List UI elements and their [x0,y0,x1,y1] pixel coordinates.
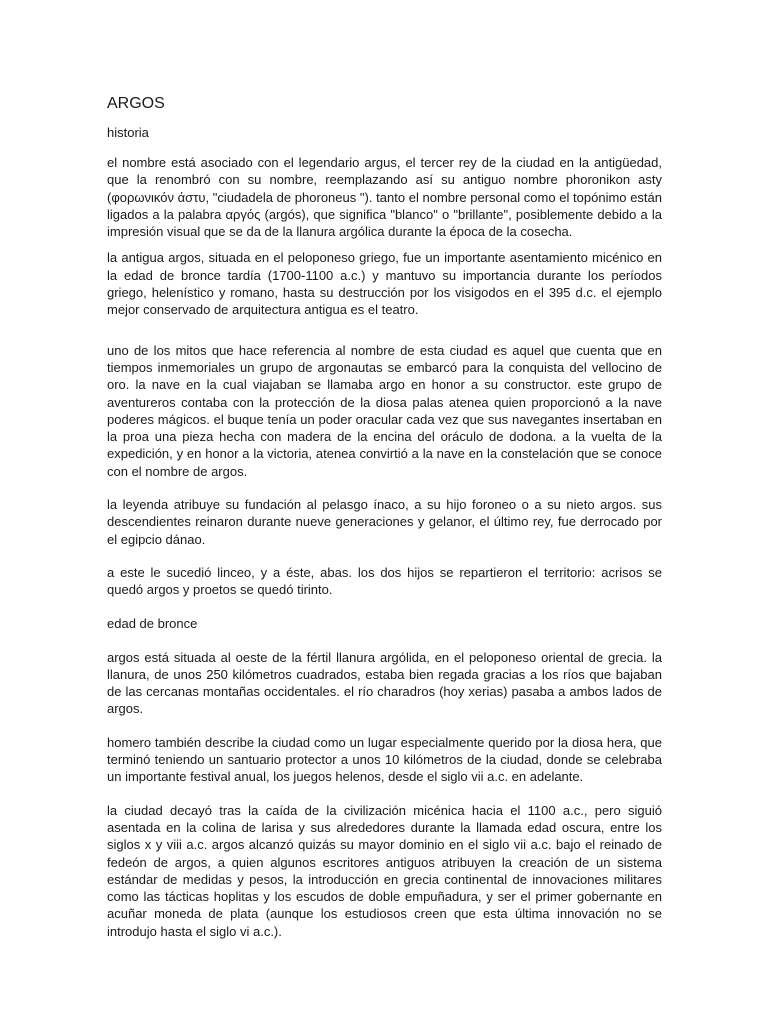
paragraph-decline-pheidon: la ciudad decayó tras la caída de la civilización micénica hacia el 1100 a.c., pero siguió asentada en la colina de larisa y sus alrededores durante la llamada edad oscura, entre los siglos x y viii a.c. argos alcanzó quizás su mayor dominio en el siglo vii a.c. bajo el reinado de fedeón de argos, a quien algunos escritores antiguos atribuyen la creación de un sistema estándar de medidas y pesos, la introducción en grecia continental de innovaciones militares como las tácticas hoplitas y los escudos de doble empuñadura, y ser el primer gobernante en acuñar moneda de plata (aunque los estudiosos creen que esta última innovación no se introdujo hasta el siglo vi a.c.). [107,802,662,939]
paragraph-foundation-legend: la leyenda atribuye su fundación al pelasgo ínaco, a su hijo foroneo o a su nieto argos. sus descendientes reinaron durante nueve generaciones y gelanor, el último rey, fue derrocado por el egipcio dánao. [107,497,662,547]
paragraph-argonauts-myth: uno de los mitos que hace referencia al nombre de esta ciudad es aquel que cuenta que en tiempos inmemoriales un grupo de argonautas se embarcó para la conquista del vellocino de oro. la nave en la cual viajaban se llamaba argo en honor a su constructor. este grupo de aventureros contaba con la protección de la diosa palas atenea quien proporcionó a la nave poderes mágicos. el buque tenía un poder oracular cada vez que sus navegantes insertaban en la proa una pieza hecha con madera de la encina del oráculo de dodona. a la vuelta de la expedición, y en honor a la victoria, atenea convirtió a la nave en la constelación que se conoce con el nombre de argos. [107,342,662,479]
paragraph-name-origin: el nombre está asociado con el legendario argus, el tercer rey de la ciudad en la antigüedad, que la renombró con su nombre, reemplazando así su antiguo nombre phoronikon asty (φορωνικόν άστυ, "ciudadela de phoroneus "). tanto el nombre personal como el topónimo están ligados a la palabra αργός (argós), que significa "blanco" o "brillante", posiblemente debido a la impresión visual que se da de la llanura argólica durante la época de la cosecha. [107,155,662,240]
paragraph-ancient-argos: la antigua argos, situada en el peloponeso griego, fue un importante asentamiento micénico en la edad de bronce tardía (1700-1100 a.c.) y mantuvo su importancia durante los períodos griego, helenístico y romano, hasta su destrucción por los visigodos en el 395 d.c. el ejemplo mejor conservado de arquitectura antigua es el teatro. [107,250,662,318]
paragraph-homer-hera: homero también describe la ciudad como un lugar especialmente querido por la diosa hera, que terminó teniendo un santuario protector a unos 10 kilómetros de la ciudad, donde se celebraba un importante festival anual, los juegos helenos, desde el siglo vii a.c. en adelante. [107,734,662,785]
paragraph-geography: argos está situada al oeste de la fértil llanura argólida, en el peloponeso oriental de grecia. la llanura, de unos 250 kilómetros cuadrados, estaba bien regada gracias a los ríos que bajaban de las cercanas montañas occidentales. el río charadros (hoy xerias) pasaba a ambos lados de argos. [107,649,662,717]
section-heading-edad-de-bronce: edad de bronce [107,615,198,631]
document-title: ARGOS [107,95,165,112]
paragraph-succession: a este le sucedió linceo, y a éste, abas. los dos hijos se repartieron el territorio: acrisos se quedó argos y proetos se quedó tirinto. [107,564,662,598]
section-heading-historia: historia [107,125,149,140]
